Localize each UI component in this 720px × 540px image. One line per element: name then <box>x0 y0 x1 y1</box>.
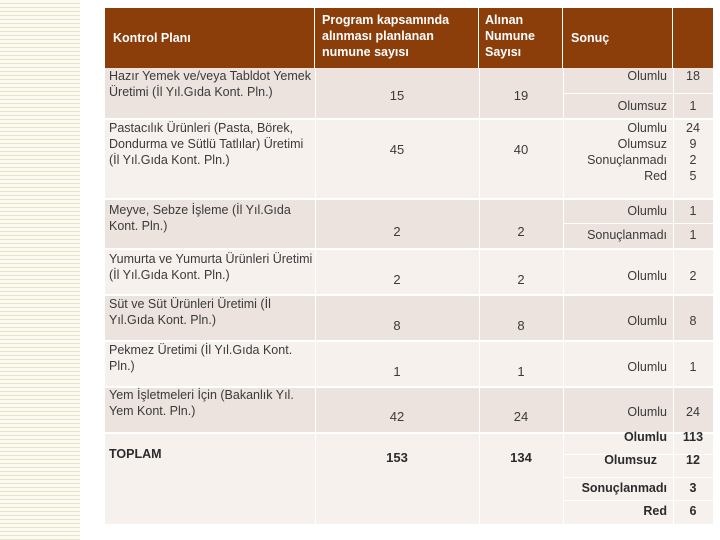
result-count: 8 <box>689 314 697 328</box>
row-plan <box>109 342 313 386</box>
result-count: 1 <box>689 228 697 242</box>
row-taken: 40 <box>513 142 529 157</box>
row-plan <box>109 120 313 198</box>
result-count: 1 <box>689 99 697 113</box>
row-plan <box>109 296 313 340</box>
header-taken <box>479 8 563 68</box>
row-plan-label: Meyve, Sebze İşleme (İl Yıl.Gıda Kont. Pln.) <box>109 203 291 233</box>
result-label: Olumlu <box>627 405 667 419</box>
row-plan <box>109 251 313 294</box>
row-plan <box>109 387 313 432</box>
result-label: Olumsuz <box>617 137 667 151</box>
header-plan-label: Kontrol Planı <box>113 31 191 45</box>
row-taken: 24 <box>513 409 529 424</box>
result-label: Olumlu <box>627 69 667 83</box>
total-result-count: 3 <box>689 481 697 495</box>
result-label: Olumsuz <box>617 99 667 113</box>
result-label: Sonuçlanmadı <box>587 228 667 242</box>
row-plan <box>109 68 313 118</box>
row-planned: 45 <box>389 142 405 157</box>
row-plan-label: Pekmez Üretimi (İl Yıl.Gıda Kont. Pln.) <box>109 343 293 373</box>
row-taken: 19 <box>513 88 529 103</box>
row-planned: 2 <box>393 224 401 239</box>
row-taken: 8 <box>517 318 525 333</box>
result-label: Red <box>644 169 667 183</box>
result-label: Olumlu <box>627 121 667 135</box>
total-result-count: 113 <box>682 430 704 444</box>
result-count: 1 <box>689 204 697 218</box>
result-count: 2 <box>689 269 697 283</box>
total-result-label: Sonuçlanmadı <box>581 481 667 495</box>
row-taken: 1 <box>517 364 525 379</box>
control-plan-table <box>105 8 713 524</box>
total-result-label: Red <box>643 504 667 518</box>
header-taken-label: Alınan Numune Sayısı <box>485 13 535 59</box>
total-planned: 153 <box>386 450 408 465</box>
result-count: 24 <box>686 121 700 135</box>
row-planned: 8 <box>393 318 401 333</box>
result-count: 24 <box>686 405 700 419</box>
row-plan-label: Pastacılık Ürünleri (Pasta, Börek, Dondurma ve Sütlü Tatlılar) Üretimi (İl Yıl.Gıda Kont. Pln.) <box>109 121 304 167</box>
header-planned-label: Program kapsamında alınması planlanan numune sayısı <box>322 13 450 59</box>
header-count <box>673 8 713 68</box>
result-label: Olumlu <box>627 314 667 328</box>
row-plan <box>109 202 313 248</box>
row-plan-label: Hazır Yemek ve/veya Tabldot Yemek Üretimi (İl Yıl.Gıda Kont. Pln.) <box>109 69 311 99</box>
row-planned: 2 <box>393 272 401 287</box>
total-taken: 134 <box>510 450 532 465</box>
result-count: 18 <box>686 69 700 83</box>
total-result-label: Olumsuz <box>604 453 657 467</box>
result-label: Olumlu <box>627 269 667 283</box>
row-plan-label: Yem İşletmeleri İçin (Bakanlık Yıl. Yem Kont. Pln.) <box>109 388 294 418</box>
result-label: Olumlu <box>627 360 667 374</box>
row-plan-label: Süt ve Süt Ürünleri Üretimi (İl Yıl.Gıda Kont. Pln.) <box>109 297 271 327</box>
row-taken: 2 <box>517 224 525 239</box>
row-taken: 2 <box>517 272 525 287</box>
result-count: 9 <box>689 137 697 151</box>
header-result-label: Sonuç <box>571 31 610 45</box>
result-count: 5 <box>689 169 697 183</box>
total-result-count: 12 <box>686 453 700 467</box>
result-label: Olumlu <box>627 204 667 218</box>
total-result-label: Olumlu <box>623 430 667 444</box>
row-plan-label: Yumurta ve Yumurta Ürünleri Üretimi (İl Yıl.Gıda Kont. Pln.) <box>109 252 313 282</box>
total-result-count: 6 <box>689 504 697 518</box>
result-count: 1 <box>689 360 697 374</box>
header-result <box>563 8 673 68</box>
result-label: Sonuçlanmadı <box>587 153 667 167</box>
result-count: 2 <box>689 153 697 167</box>
total-plan: TOPLAM <box>109 447 162 461</box>
row-planned: 42 <box>389 409 405 424</box>
header-planned <box>315 8 479 68</box>
row-planned: 1 <box>393 364 401 379</box>
row-planned: 15 <box>389 88 405 103</box>
header-plan <box>105 8 315 68</box>
